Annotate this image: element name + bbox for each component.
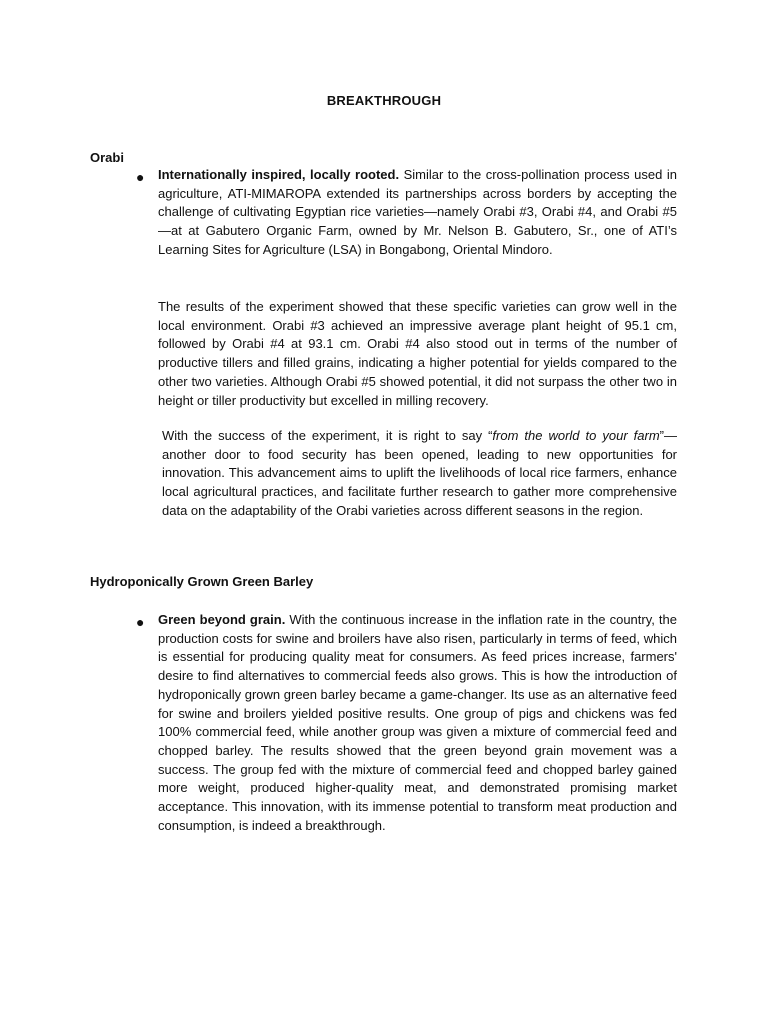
bullet-icon: ●: [136, 614, 145, 630]
orabi-lead-text: Similar to the cross-pollination process used in agriculture, ATI-MIMAROPA extended its partnerships across borders by accepting the challenge of cultivating Egyptian rice varieties—namely Orabi #3, Orabi #4, and Orabi #5—at at Gabutero Organic Farm, owned by Mr. Nelson B. Gabutero, Sr., one of ATI’s Learning Sites for Agriculture (LSA) in Bongabong, Oriental Mindoro.: [158, 167, 677, 257]
orabi-p3-after: ”—another door to food security has been opened, leading to new opportunities for innovation. This advancement aims to uplift the livelihoods of local rice farmers, enhance local agricultural practices, and facilitate further research to gather more comprehensive data on the adaptability of the Orabi varieties across different seasons in the region.: [162, 428, 677, 518]
section-heading-orabi: Orabi: [90, 150, 124, 165]
bullet-icon: ●: [136, 169, 145, 185]
orabi-p3-quote: from the world to your farm: [492, 428, 660, 443]
barley-lead-text: With the continuous increase in the inflation rate in the country, the production costs for swine and broilers have also risen, particularly in terms of feed, which is essential for producing quality meat for consumers. As feed prices increase, farmers' desire to find alternatives to commercial feeds also grows. This is how the introduction of hydroponically grown green barley became a game-changer. Its use as an alternative feed for swine and broilers yielded positive results. One group of pigs and chickens was fed 100% commercial feed, while another group was given a mixture of commercial feed and chopped barley. The results showed that the green beyond grain movement was a success. The group fed with the mixture of commercial feed and chopped barley gained more weight, produced higher-quality meat, and demonstrated promising market acceptance. This innovation, with its immense potential to transform meat production and consumption, is indeed a breakthrough.: [158, 612, 677, 833]
barley-paragraph-1: [158, 611, 677, 835]
orabi-paragraph-1: [158, 166, 677, 260]
orabi-paragraph-3: [162, 427, 677, 521]
orabi-p3-before: With the success of the experiment, it is right to say “: [162, 428, 493, 443]
page-title: BREAKTHROUGH: [326, 93, 442, 108]
section-heading-barley: Hydroponically Grown Green Barley: [90, 574, 314, 589]
orabi-paragraph-2: The results of the experiment showed that these specific varieties can grow well in the local environment. Orabi #3 achieved an impressive average plant height of 95.1 cm, followed by Orabi #4 at 93.1 cm. Orabi #4 also stood out in terms of the number of productive tillers and filled grains, indicating a higher potential for yields compared to the other two varieties. Although Orabi #5 showed potential, it did not surpass the other two in height or tiller productivity but excelled in milling recovery.: [158, 299, 677, 408]
barley-lead: Green beyond grain.: [158, 612, 286, 627]
orabi-lead: Internationally inspired, locally rooted.: [158, 167, 400, 182]
